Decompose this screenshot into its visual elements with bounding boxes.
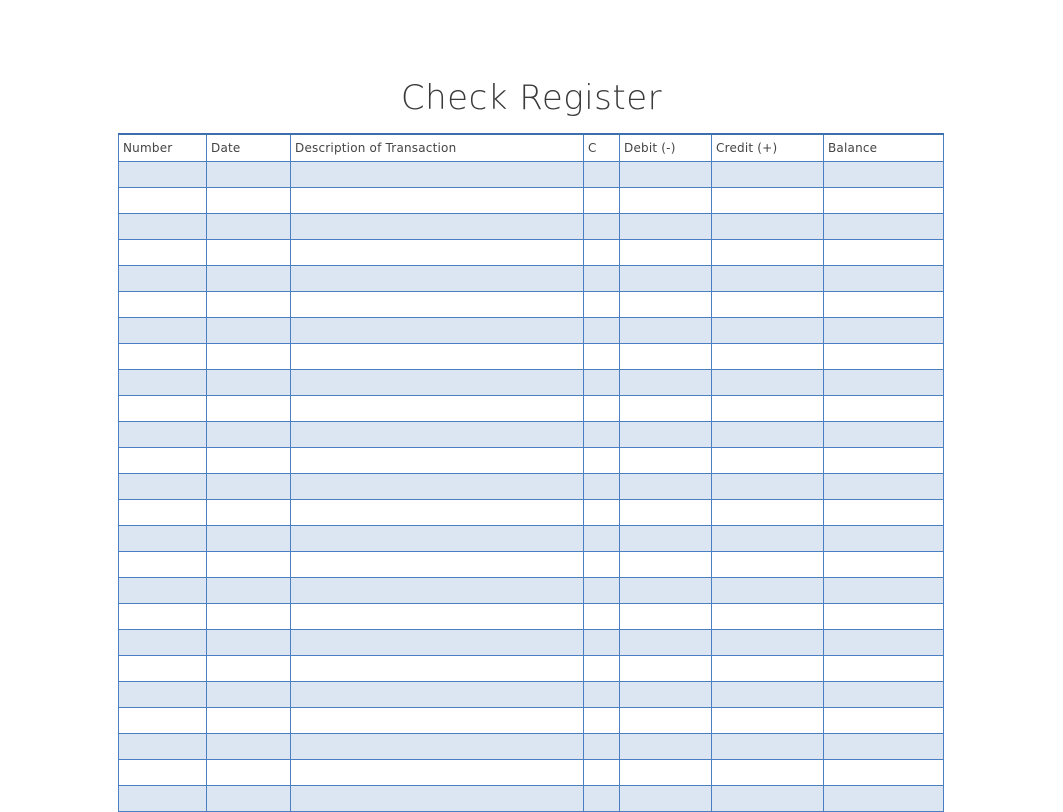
cell-debit[interactable]	[620, 785, 712, 811]
cell-balance[interactable]	[824, 317, 944, 343]
cell-number[interactable]	[119, 421, 207, 447]
cell-balance[interactable]	[824, 629, 944, 655]
cell-desc[interactable]	[291, 785, 584, 811]
cell-date[interactable]	[207, 525, 291, 551]
cell-desc[interactable]	[291, 343, 584, 369]
cell-balance[interactable]	[824, 499, 944, 525]
cell-date[interactable]	[207, 317, 291, 343]
cell-number[interactable]	[119, 213, 207, 239]
cell-credit[interactable]	[712, 239, 824, 265]
column-header-balance: Balance	[824, 134, 944, 161]
cell-debit[interactable]	[620, 525, 712, 551]
cell-number[interactable]	[119, 681, 207, 707]
cell-date[interactable]	[207, 551, 291, 577]
cell-desc[interactable]	[291, 759, 584, 785]
cell-date[interactable]	[207, 629, 291, 655]
cell-balance[interactable]	[824, 265, 944, 291]
cell-c[interactable]	[584, 395, 620, 421]
cell-number[interactable]	[119, 785, 207, 811]
cell-c[interactable]	[584, 369, 620, 395]
cell-number[interactable]	[119, 707, 207, 733]
cell-credit[interactable]	[712, 265, 824, 291]
cell-date[interactable]	[207, 343, 291, 369]
cell-credit[interactable]	[712, 395, 824, 421]
table-row[interactable]	[119, 187, 944, 213]
table-row[interactable]	[119, 707, 944, 733]
table-header-row	[119, 134, 944, 161]
cell-date[interactable]	[207, 733, 291, 759]
cell-credit[interactable]	[712, 785, 824, 811]
cell-date[interactable]	[207, 395, 291, 421]
cell-balance[interactable]	[824, 161, 944, 187]
cell-number[interactable]	[119, 291, 207, 317]
cell-debit[interactable]	[620, 499, 712, 525]
cell-number[interactable]	[119, 603, 207, 629]
cell-debit[interactable]	[620, 629, 712, 655]
cell-c[interactable]	[584, 525, 620, 551]
cell-debit[interactable]	[620, 421, 712, 447]
table-row[interactable]	[119, 681, 944, 707]
cell-balance[interactable]	[824, 369, 944, 395]
table-row[interactable]	[119, 525, 944, 551]
cell-number[interactable]	[119, 733, 207, 759]
cell-number[interactable]	[119, 317, 207, 343]
cell-desc[interactable]	[291, 421, 584, 447]
cell-credit[interactable]	[712, 603, 824, 629]
cell-c[interactable]	[584, 343, 620, 369]
cell-desc[interactable]	[291, 265, 584, 291]
cell-credit[interactable]	[712, 473, 824, 499]
table-row[interactable]	[119, 499, 944, 525]
cell-balance[interactable]	[824, 213, 944, 239]
cell-desc[interactable]	[291, 187, 584, 213]
cell-desc[interactable]	[291, 213, 584, 239]
cell-balance[interactable]	[824, 707, 944, 733]
cell-date[interactable]	[207, 603, 291, 629]
cell-credit[interactable]	[712, 629, 824, 655]
cell-desc[interactable]	[291, 603, 584, 629]
cell-c[interactable]	[584, 577, 620, 603]
cell-balance[interactable]	[824, 577, 944, 603]
cell-debit[interactable]	[620, 343, 712, 369]
cell-credit[interactable]	[712, 551, 824, 577]
cell-desc[interactable]	[291, 577, 584, 603]
cell-credit[interactable]	[712, 655, 824, 681]
table-row[interactable]	[119, 161, 944, 187]
table-row[interactable]	[119, 759, 944, 785]
table-row[interactable]	[119, 421, 944, 447]
cell-number[interactable]	[119, 187, 207, 213]
cell-c[interactable]	[584, 759, 620, 785]
table-row[interactable]	[119, 733, 944, 759]
cell-number[interactable]	[119, 161, 207, 187]
cell-c[interactable]	[584, 551, 620, 577]
cell-c[interactable]	[584, 161, 620, 187]
cell-desc[interactable]	[291, 525, 584, 551]
table-row[interactable]	[119, 577, 944, 603]
cell-balance[interactable]	[824, 421, 944, 447]
cell-desc[interactable]	[291, 239, 584, 265]
cell-number[interactable]	[119, 343, 207, 369]
cell-date[interactable]	[207, 265, 291, 291]
cell-c[interactable]	[584, 265, 620, 291]
cell-debit[interactable]	[620, 733, 712, 759]
cell-debit[interactable]	[620, 265, 712, 291]
cell-debit[interactable]	[620, 577, 712, 603]
cell-date[interactable]	[207, 785, 291, 811]
cell-desc[interactable]	[291, 499, 584, 525]
cell-debit[interactable]	[620, 317, 712, 343]
cell-c[interactable]	[584, 213, 620, 239]
table-row[interactable]	[119, 213, 944, 239]
cell-desc[interactable]	[291, 551, 584, 577]
table-body	[119, 161, 944, 811]
cell-c[interactable]	[584, 291, 620, 317]
table-row[interactable]	[119, 265, 944, 291]
cell-date[interactable]	[207, 291, 291, 317]
cell-credit[interactable]	[712, 161, 824, 187]
cell-debit[interactable]	[620, 759, 712, 785]
cell-debit[interactable]	[620, 213, 712, 239]
cell-number[interactable]	[119, 395, 207, 421]
cell-number[interactable]	[119, 577, 207, 603]
cell-c[interactable]	[584, 707, 620, 733]
cell-credit[interactable]	[712, 343, 824, 369]
cell-number[interactable]	[119, 239, 207, 265]
cell-balance[interactable]	[824, 187, 944, 213]
cell-desc[interactable]	[291, 733, 584, 759]
table-row[interactable]	[119, 239, 944, 265]
cell-debit[interactable]	[620, 239, 712, 265]
cell-desc[interactable]	[291, 707, 584, 733]
cell-date[interactable]	[207, 499, 291, 525]
cell-c[interactable]	[584, 317, 620, 343]
cell-desc[interactable]	[291, 161, 584, 187]
table-row[interactable]	[119, 551, 944, 577]
cell-debit[interactable]	[620, 369, 712, 395]
cell-date[interactable]	[207, 369, 291, 395]
cell-number[interactable]	[119, 499, 207, 525]
cell-balance[interactable]	[824, 343, 944, 369]
cell-credit[interactable]	[712, 213, 824, 239]
cell-c[interactable]	[584, 733, 620, 759]
cell-credit[interactable]	[712, 291, 824, 317]
table-row[interactable]	[119, 343, 944, 369]
cell-date[interactable]	[207, 759, 291, 785]
cell-balance[interactable]	[824, 603, 944, 629]
cell-debit[interactable]	[620, 551, 712, 577]
cell-number[interactable]	[119, 759, 207, 785]
cell-balance[interactable]	[824, 395, 944, 421]
check-register-table	[118, 133, 944, 812]
cell-balance[interactable]	[824, 759, 944, 785]
cell-date[interactable]	[207, 421, 291, 447]
cell-credit[interactable]	[712, 681, 824, 707]
cell-c[interactable]	[584, 473, 620, 499]
cell-balance[interactable]	[824, 785, 944, 811]
column-header-number: Number	[119, 134, 207, 161]
column-header-debit: Debit (-)	[620, 134, 712, 161]
cell-c[interactable]	[584, 629, 620, 655]
cell-number[interactable]	[119, 473, 207, 499]
cell-c[interactable]	[584, 655, 620, 681]
table-row[interactable]	[119, 291, 944, 317]
cell-c[interactable]	[584, 421, 620, 447]
cell-desc[interactable]	[291, 447, 584, 473]
table-row[interactable]	[119, 473, 944, 499]
cell-c[interactable]	[584, 785, 620, 811]
cell-number[interactable]	[119, 447, 207, 473]
page-title: Check Register	[400, 78, 663, 118]
cell-balance[interactable]	[824, 291, 944, 317]
cell-balance[interactable]	[824, 239, 944, 265]
cell-c[interactable]	[584, 603, 620, 629]
cell-credit[interactable]	[712, 421, 824, 447]
table-row[interactable]	[119, 629, 944, 655]
cell-balance[interactable]	[824, 525, 944, 551]
table-row[interactable]	[119, 395, 944, 421]
cell-desc[interactable]	[291, 317, 584, 343]
cell-date[interactable]	[207, 161, 291, 187]
cell-desc[interactable]	[291, 291, 584, 317]
table-row[interactable]	[119, 317, 944, 343]
table-row[interactable]	[119, 447, 944, 473]
column-header-cleared: C	[584, 134, 620, 161]
cell-credit[interactable]	[712, 187, 824, 213]
cell-c[interactable]	[584, 187, 620, 213]
cell-balance[interactable]	[824, 447, 944, 473]
cell-date[interactable]	[207, 239, 291, 265]
cell-date[interactable]	[207, 473, 291, 499]
cell-debit[interactable]	[620, 681, 712, 707]
cell-debit[interactable]	[620, 707, 712, 733]
cell-debit[interactable]	[620, 161, 712, 187]
cell-desc[interactable]	[291, 629, 584, 655]
table-row[interactable]	[119, 369, 944, 395]
cell-c[interactable]	[584, 681, 620, 707]
cell-debit[interactable]	[620, 473, 712, 499]
cell-number[interactable]	[119, 629, 207, 655]
column-header-credit: Credit (+)	[712, 134, 824, 161]
cell-debit[interactable]	[620, 291, 712, 317]
cell-date[interactable]	[207, 447, 291, 473]
cell-credit[interactable]	[712, 733, 824, 759]
column-header-description: Description of Transaction	[291, 134, 584, 161]
table-row[interactable]	[119, 785, 944, 811]
table-header	[119, 134, 944, 161]
column-header-date: Date	[207, 134, 291, 161]
cell-desc[interactable]	[291, 369, 584, 395]
cell-credit[interactable]	[712, 447, 824, 473]
cell-credit[interactable]	[712, 759, 824, 785]
table-row[interactable]	[119, 603, 944, 629]
cell-debit[interactable]	[620, 395, 712, 421]
cell-number[interactable]	[119, 525, 207, 551]
cell-date[interactable]	[207, 577, 291, 603]
cell-credit[interactable]	[712, 707, 824, 733]
cell-number[interactable]	[119, 551, 207, 577]
cell-date[interactable]	[207, 187, 291, 213]
cell-date[interactable]	[207, 655, 291, 681]
cell-c[interactable]	[584, 499, 620, 525]
cell-credit[interactable]	[712, 317, 824, 343]
cell-debit[interactable]	[620, 187, 712, 213]
cell-c[interactable]	[584, 447, 620, 473]
cell-date[interactable]	[207, 707, 291, 733]
cell-number[interactable]	[119, 655, 207, 681]
cell-debit[interactable]	[620, 447, 712, 473]
cell-credit[interactable]	[712, 577, 824, 603]
register-table-container	[118, 133, 943, 812]
cell-debit[interactable]	[620, 655, 712, 681]
cell-number[interactable]	[119, 265, 207, 291]
cell-desc[interactable]	[291, 681, 584, 707]
cell-date[interactable]	[207, 213, 291, 239]
table-row[interactable]	[119, 655, 944, 681]
cell-credit[interactable]	[712, 499, 824, 525]
cell-number[interactable]	[119, 369, 207, 395]
cell-c[interactable]	[584, 239, 620, 265]
cell-balance[interactable]	[824, 681, 944, 707]
cell-credit[interactable]	[712, 525, 824, 551]
cell-balance[interactable]	[824, 733, 944, 759]
cell-balance[interactable]	[824, 473, 944, 499]
cell-debit[interactable]	[620, 603, 712, 629]
cell-balance[interactable]	[824, 551, 944, 577]
cell-desc[interactable]	[291, 655, 584, 681]
cell-desc[interactable]	[291, 473, 584, 499]
cell-balance[interactable]	[824, 655, 944, 681]
cell-desc[interactable]	[291, 395, 584, 421]
cell-credit[interactable]	[712, 369, 824, 395]
cell-date[interactable]	[207, 681, 291, 707]
